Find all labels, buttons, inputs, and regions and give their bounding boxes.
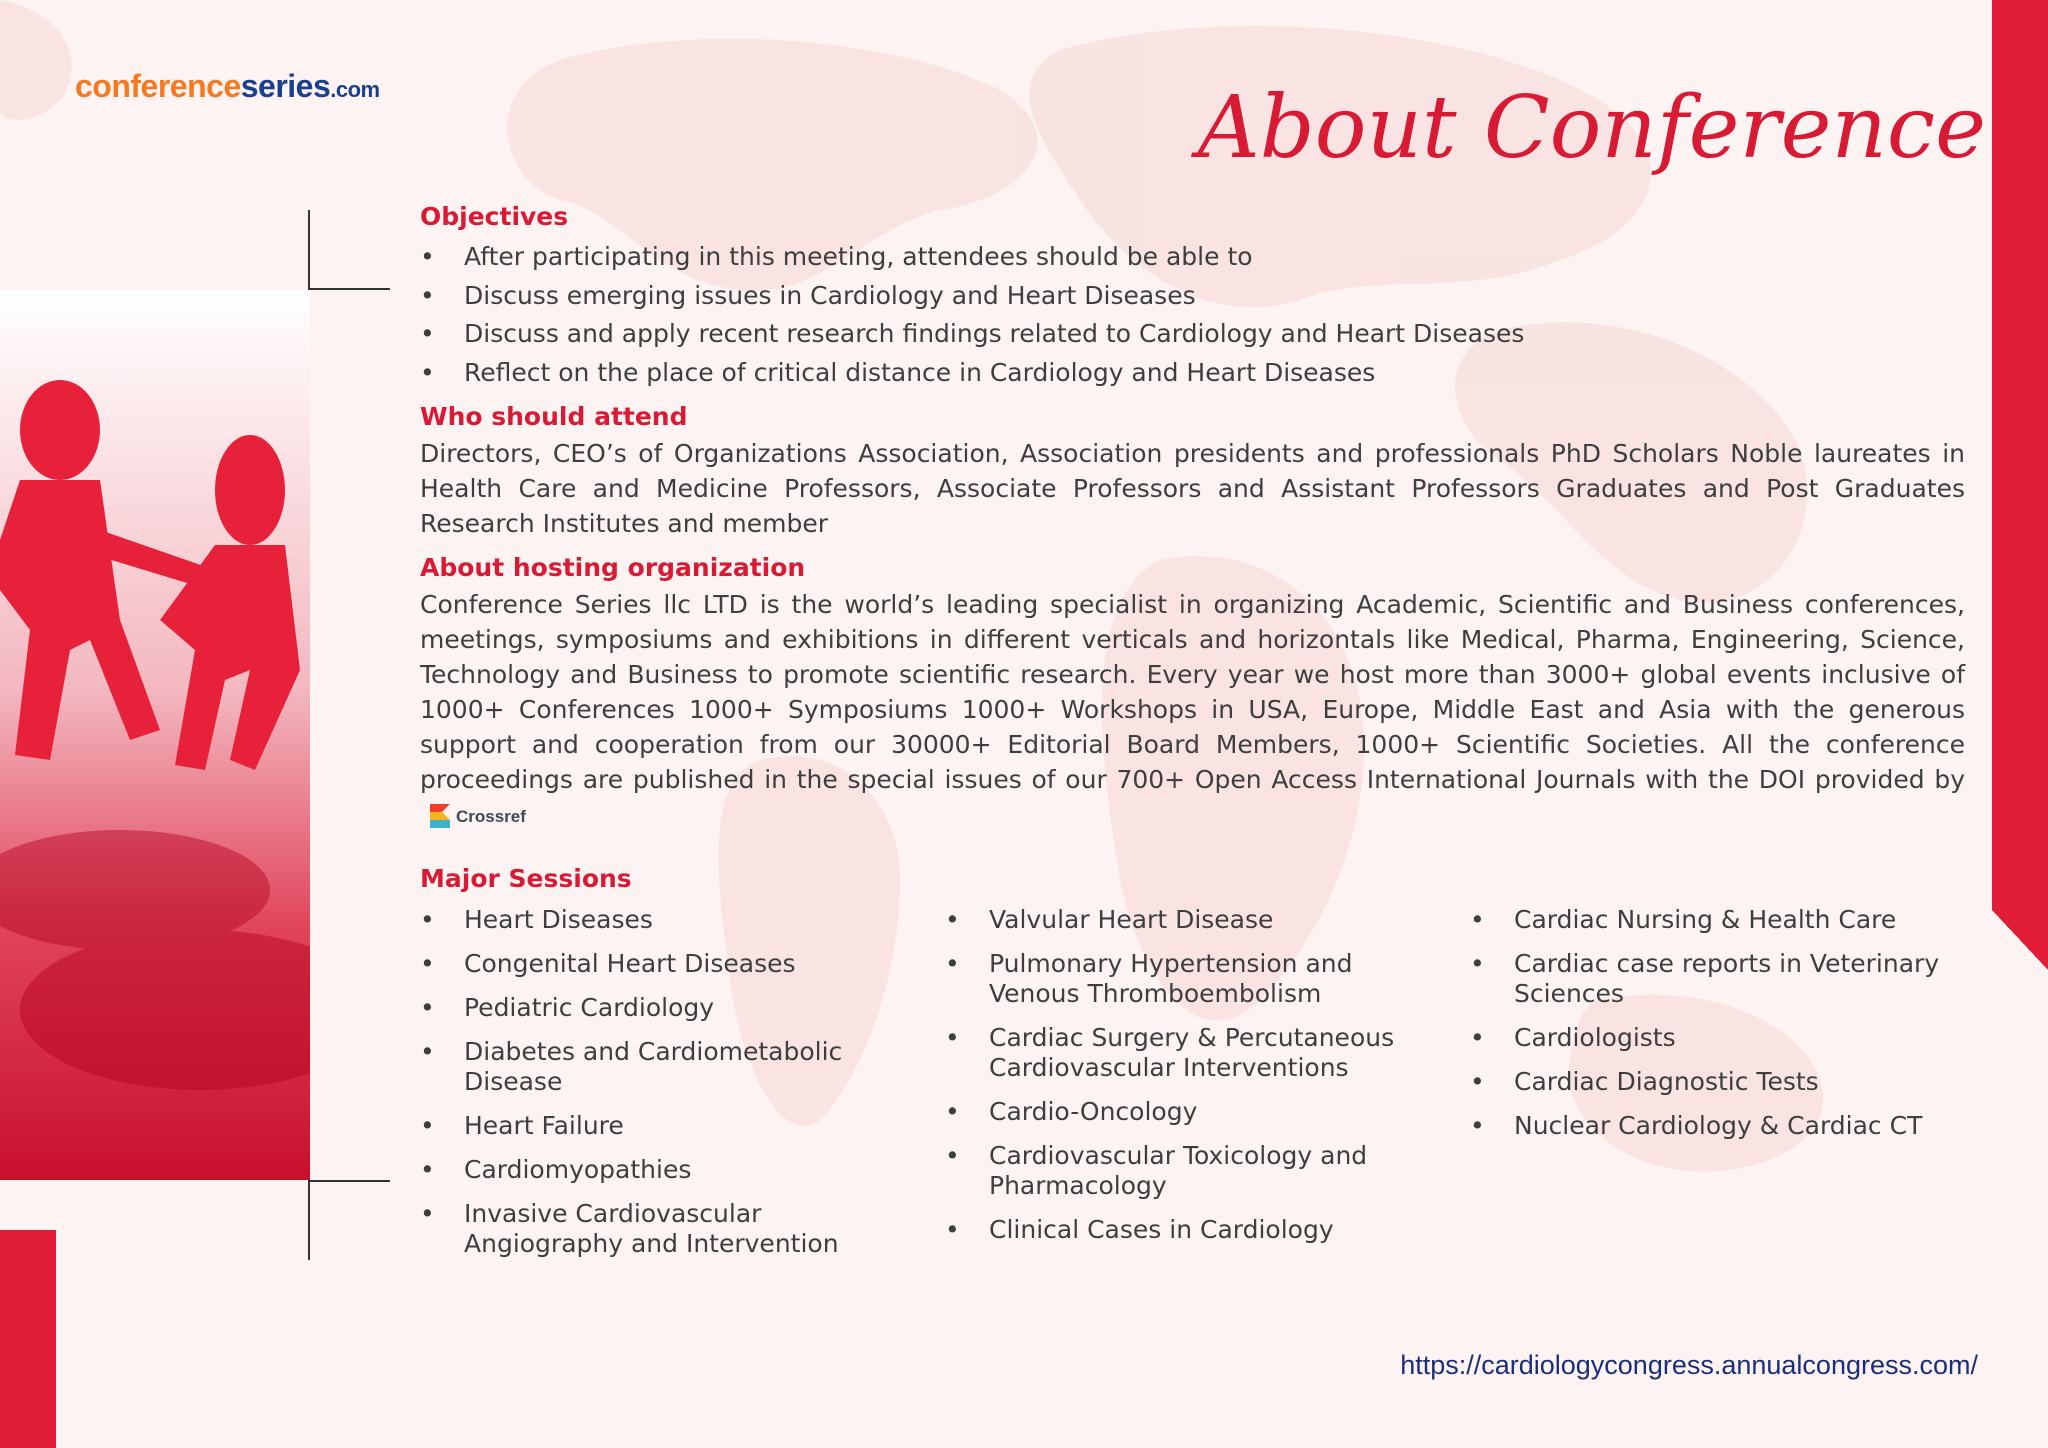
logo-text-com: .com [330, 77, 380, 102]
list-item: • Cardiac Surgery & Percutaneous Cardiovascular Interventions [945, 1023, 1415, 1083]
list-item: • Cardiomyopathies [420, 1155, 890, 1185]
list-item: • Valvular Heart Disease [945, 905, 1415, 935]
sessions-column-3 [1470, 905, 1940, 1155]
right-accent-notch [1992, 910, 2048, 970]
list-item: • Congenital Heart Diseases [420, 949, 890, 979]
sessions-column-2 [945, 905, 1415, 1259]
crossref-label: Crossref [456, 806, 526, 826]
list-item: • Cardio-Oncology [945, 1097, 1415, 1127]
list-item: • Cardiovascular Toxicology and Pharmacology [945, 1141, 1415, 1201]
who-should-attend-text: Directors, CEO’s of Organizations Association, Association presidents and professionals PhD Scholars Noble laureates in Health Care and Medicine Professors, Associate Professors and Assistant Professors Graduates and Post Graduates Research Institutes and member [420, 439, 1965, 538]
paper-people-illustration [0, 290, 310, 1180]
main-content [420, 200, 1965, 844]
logo-text-conference: conference [75, 68, 241, 104]
crop-mark [310, 1180, 390, 1182]
list-item: • Pediatric Cardiology [420, 993, 890, 1023]
left-accent-notch [0, 1230, 56, 1290]
list-item: • Diabetes and Cardiometabolic Disease [420, 1037, 890, 1097]
objectives-list [420, 238, 1965, 392]
list-item: • Invasive Cardiovascular Angiography and Intervention [420, 1199, 890, 1259]
crossref-logo-icon [428, 802, 454, 830]
hosting-organization-body: Conference Series llc LTD is the world’s leading specialist in organizing Academic, Scientific and Business conferences, meetings, symposiums and exhibitions in different verticals and horizontals like Medical, Pharma, Engineering, Science, Technology and Business to promote scientific research. Every year we host more than 3000+ global events inclusive of 1000+ Conferences 1000+ Symposiums 1000+ Workshops in USA, Europe, Middle East and Asia with the generous support and cooperation from our 30000+ Editorial Board Members, 1000+ Scientific Societies. All the conference proceedings are published in the special issues of our 700+ Open Access International Journals with the DOI provided by [420, 590, 1965, 794]
list-item: • Pulmonary Hypertension and Venous Thromboembolism [945, 949, 1415, 1009]
website-url[interactable]: https://cardiologycongress.annualcongress.com/ [1400, 1350, 1978, 1380]
page-title: About Conference [1197, 78, 1986, 178]
list-item: • Cardiac Diagnostic Tests [1470, 1067, 1940, 1097]
objectives-heading: Objectives [420, 202, 569, 231]
list-item: • Cardiac case reports in Veterinary Sciences [1470, 949, 1940, 1009]
list-item: • Discuss emerging issues in Cardiology and Heart Diseases [420, 277, 1965, 316]
list-item: • Heart Failure [420, 1111, 890, 1141]
who-should-attend-heading: Who should attend [420, 402, 688, 431]
right-accent-stripe [1992, 0, 2048, 910]
crop-mark [310, 288, 390, 290]
crop-mark [308, 210, 310, 290]
logo-text-series: series [240, 68, 331, 104]
crossref-logo [428, 799, 526, 834]
list-item: • After participating in this meeting, attendees should be able to [420, 238, 1965, 277]
major-sessions-heading: Major Sessions [420, 864, 632, 893]
hosting-organization-heading: About hosting organization [420, 553, 806, 582]
list-item: • Nuclear Cardiology & Cardiac CT [1470, 1111, 1940, 1141]
list-item: • Cardiac Nursing & Health Care [1470, 905, 1940, 935]
list-item: • Heart Diseases [420, 905, 890, 935]
list-item: • Discuss and apply recent research findings related to Cardiology and Heart Diseases [420, 315, 1965, 354]
conferenceseries-logo [75, 68, 380, 105]
paper-people-photo [0, 290, 310, 1180]
sessions-column-1 [420, 905, 890, 1273]
hosting-organization-text [420, 587, 1965, 834]
list-item: • Cardiologists [1470, 1023, 1940, 1053]
crop-mark [308, 1180, 310, 1260]
list-item: • Clinical Cases in Cardiology [945, 1215, 1415, 1245]
list-item: • Reflect on the place of critical distance in Cardiology and Heart Diseases [420, 354, 1965, 393]
